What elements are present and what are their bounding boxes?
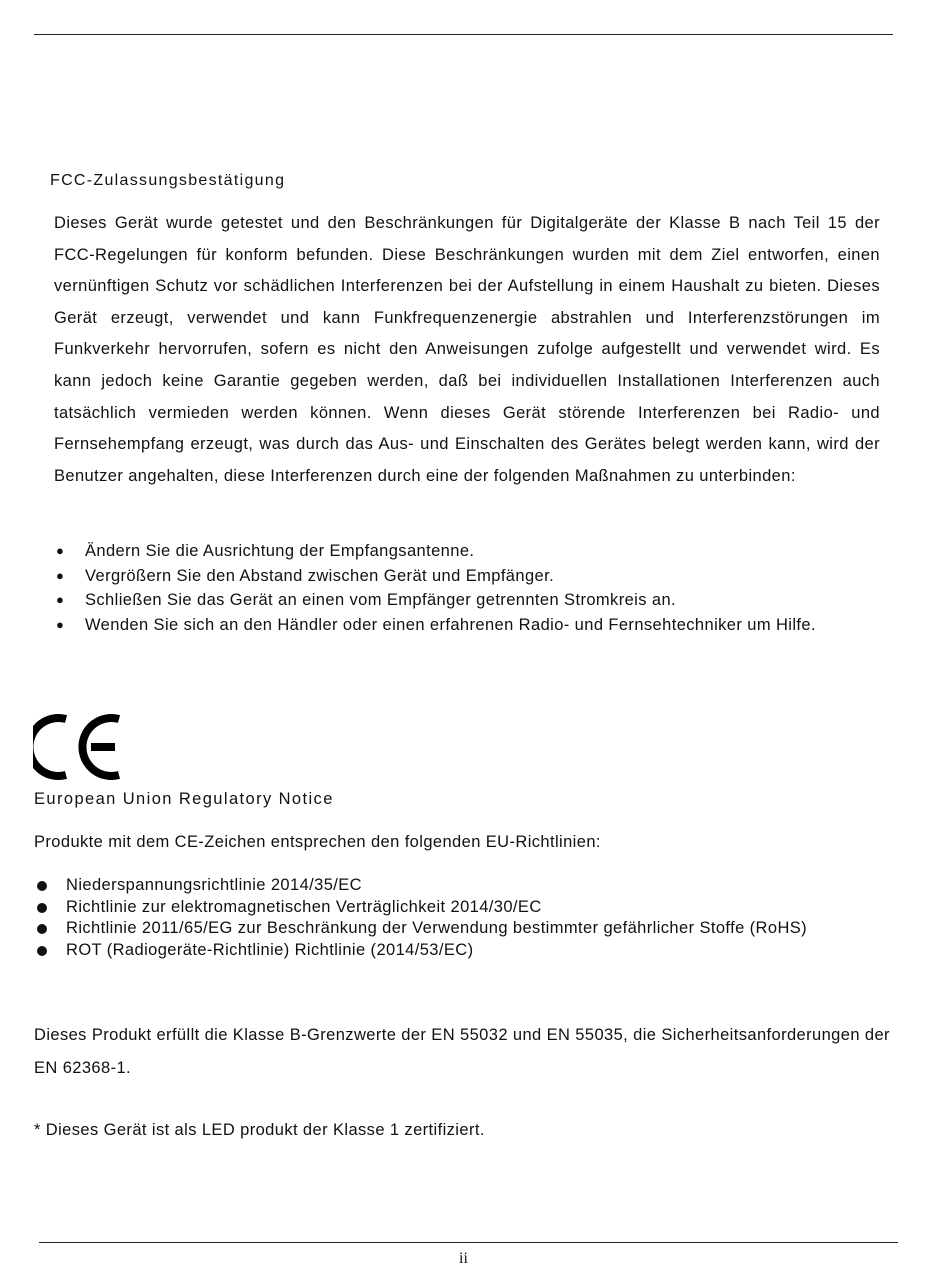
ce-mark-icon [33,714,125,780]
eu-intro: Produkte mit dem CE-Zeichen entsprechen den folgenden EU-Richtlinien: [34,833,601,851]
list-item: ● Schließen Sie das Gerät an einen vom Empfänger getrennten Stromkreis an. [54,588,880,613]
bullet-icon [37,946,47,956]
bullet-icon: ● [56,616,65,632]
bullet-icon [37,924,47,934]
bullet-icon: ● [56,592,65,608]
list-item: ● Vergrößern Sie den Abstand zwischen Gerät und Empfänger. [54,564,880,589]
bullet-icon [37,881,47,891]
eu-directives-list [34,875,874,961]
fcc-measures-list [54,539,880,637]
top-rule [34,34,893,35]
fcc-body: Dieses Gerät wurde getestet und den Beschränkungen für Digitalgeräte der Klasse B nach Teil 15 der FCC-Regelungen für konform befunden. Diese Beschränkungen wurden mit dem Ziel entworfen, einen vernünftigen Schutz vor schädlichen Interferenzen bei der Aufstellung in einem Haushalt zu bieten. Dieses Gerät erzeugt, verwendet und kann Funkfrequenzenergie abstrahlen und Interferenzstörungen im Funkverkehr hervorrufen, sofern es nicht den Anweisungen zufolge aufgestellt und verwendet wird. Es kann jedoch keine Garantie gegeben werden, daß bei individuellen Installationen Interferenzen auch tatsächlich vermieden werden können. Wenn dieses Gerät störende Interferenzen bei Radio- und Fernsehempfang erzeugt, was durch das Aus- und Einschalten des Gerätes belegt werden kann, wird der Benutzer angehalten, diese Interferenzen durch eine der folgenden Maßnahmen zu unterbinden: [54,214,880,485]
list-item: Niederspannungsrichtlinie 2014/35/EC [34,875,874,897]
bullet-icon: ● [56,567,65,583]
page-number: ii [459,1250,468,1267]
list-item: ● Wenden Sie sich an den Händler oder einen erfahrenen Radio- und Fernsehtechniker um Hilfe. [54,613,880,638]
bottom-rule [39,1242,898,1243]
list-item: Richtlinie 2011/65/EG zur Beschränkung der Verwendung bestimmter gefährlicher Stoffe (RoHS) [34,918,874,940]
bullet-icon: ● [56,543,65,558]
bullet-icon [37,903,47,913]
list-item: Richtlinie zur elektromagnetischen Verträglichkeit 2014/30/EC [34,897,874,919]
list-item: ● Ändern Sie die Ausrichtung der Empfangsantenne. [54,539,880,564]
eu-heading: European Union Regulatory Notice [34,790,334,808]
list-item: ROT (Radiogeräte-Richtlinie) Richtlinie (2014/53/EC) [34,940,874,962]
fcc-heading: FCC-Zulassungsbestätigung [50,172,286,189]
compliance-statement: Dieses Produkt erfüllt die Klasse B-Grenzwerte der EN 55032 und EN 55035, die Sicherheitsanforderungen der EN 62368-1. [34,1026,890,1077]
led-note: * Dieses Gerät ist als LED produkt der Klasse 1 zertifiziert. [34,1121,485,1139]
